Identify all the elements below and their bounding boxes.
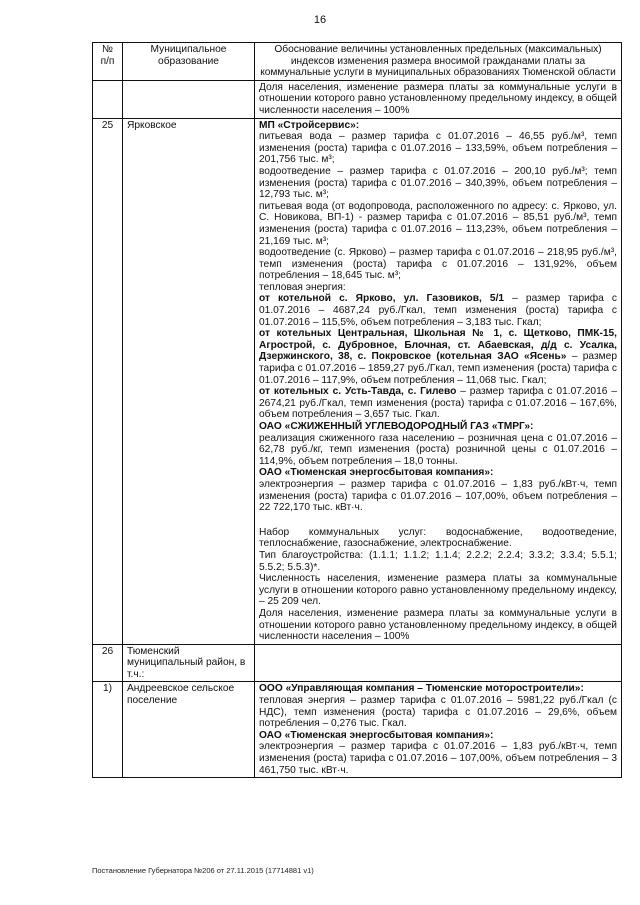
text: – размер тарифа с 01.07.2016 – 1859,27 руб./Гкал, темп изменения (роста) тарифа с 01.07.2016 – 117,9%, объем потребления – 11,068 тыс. Гкал;	[259, 351, 617, 386]
table-row-26	[93, 644, 622, 682]
bold-text: ООО «Управляющая компания – Тюменские моторостроители»:	[259, 683, 584, 695]
text: питьевая вода – размер тарифа с 01.07.2016 – 46,55 руб./м³, темп изменения (роста) тарифа с 01.07.2016 – 133,59%, объем потребления – 201,756 тыс. м³;	[259, 131, 617, 166]
paragraph	[259, 550, 617, 573]
row-justification	[255, 118, 622, 644]
text: Тип благоустройства: (1.1.1; 1.1.2; 1.1.4; 2.2.2; 2.2.4; 3.3.2; 3.3.4; 5.5.1; 5.5.2; 5.5.3)*.	[259, 549, 617, 573]
row-municipality: Ярковское	[123, 118, 255, 644]
text: электроэнергия – размер тарифа с 01.07.2016 – 1,83 руб./кВт·ч, темп изменения (роста) тарифа с 01.07.2016 – 107,00%, объем потребления – 22 722,170 тыс. кВт·ч.	[259, 478, 617, 514]
page-number: 16	[313, 14, 327, 26]
paragraph	[259, 573, 617, 608]
continuation-num	[93, 80, 123, 118]
text: Доля населения, изменение размера платы за коммунальные услуги в отношении которого равно установленному предельному индексу, в общей численности населения – 100%	[259, 607, 617, 643]
row-municipality: Андреевское сельское поселение	[123, 682, 255, 778]
continuation-row	[93, 80, 622, 118]
paragraph-gap	[259, 514, 617, 527]
paragraph	[259, 282, 617, 294]
header-municipality: Муниципальное образование	[123, 43, 255, 81]
bold-text: от котельных с. Усть-Тавда, с. Гилево	[259, 386, 457, 398]
document-footer: Постановление Губернатора №206 от 27.11.2015 (17714881 v1)	[92, 866, 314, 875]
row-num: 1)	[93, 682, 123, 778]
continuation-municipality	[123, 80, 255, 118]
text: водоотведение – размер тарифа с 01.07.2016 – 200,10 руб./м³; темп изменения (роста) тарифа с 01.07.2016 – 340,39%, объем потребления – 12,793 тыс. м³;	[259, 165, 617, 201]
bold-text: ОАО «Тюменская энергосбытовая компания»:	[259, 729, 494, 741]
text: электроэнергия – размер тарифа с 01.07.2016 – 1,83 руб./кВт·ч, темп изменения (роста) тарифа с 01.07.2016 – 107,00%, объем потребления – 3 461,750 тыс. кВт·ч.	[259, 741, 617, 776]
text: – размер тарифа с 01.07.2016 – 4687,24 руб./Гкал, темп изменения (роста) тарифа с 01.07.2016 – 115,5%, объем потребления – 3,183 тыс. Гкал;	[259, 293, 617, 328]
header-num: № п/п	[93, 43, 123, 81]
paragraph	[259, 683, 617, 695]
continuation-text: Доля населения, изменение размера платы за коммунальные услуги в отношении которого равно установленному предельному индексу, в общей численности населения – 100%	[255, 80, 622, 118]
row-municipality: Тюменский муниципальный район, в т.ч.:	[123, 644, 255, 682]
text: Численность населения, изменение размера платы за коммунальные услуги в отношении которого равно установленному предельному индексу, – 25 209 чел.	[259, 573, 617, 608]
paragraph	[259, 293, 617, 328]
row-justification-empty	[255, 644, 622, 682]
paragraph	[259, 421, 617, 433]
text: Набор коммунальных услуг: водоснабжение, водоотведение, теплоснабжение, газоснабжение, электроснабжение.	[259, 526, 617, 550]
table-header-row	[93, 43, 622, 81]
tariff-table	[92, 42, 622, 778]
bold-text: от котельной с. Ярково, ул. Газовиков, 5/1	[259, 293, 505, 305]
paragraph	[259, 131, 617, 166]
paragraph	[259, 120, 617, 132]
paragraph	[259, 467, 617, 479]
header-justification: Обоснование величины установленных предельных (максимальных) индексов изменения размера вносимой гражданами платы за коммунальные услуги в муниципальных образованиях Тюменской области	[255, 43, 622, 81]
paragraph	[259, 730, 617, 742]
table-row-1	[93, 682, 622, 778]
paragraph	[259, 166, 617, 201]
paragraph	[259, 386, 617, 421]
paragraph	[259, 741, 617, 776]
paragraph	[259, 695, 617, 730]
row-num: 25	[93, 118, 123, 644]
paragraph	[259, 479, 617, 514]
text: – размер тарифа с 01.07.2016 – 2674,21 руб./Гкал, темп изменения (роста) тарифа с 01.07.2016 – 167,6%, объем потребления – 3,657 тыс. Гкал.	[259, 386, 617, 421]
table-row-25	[93, 118, 622, 644]
row-num: 26	[93, 644, 123, 682]
row-justification	[255, 682, 622, 778]
paragraph	[259, 247, 617, 282]
text: питьевая вода (от водопровода, расположенного по адресу: с. Ярково, ул. С. Новикова, ВП-1) - размер тарифа с 01.07.2016 – 85,51 руб./м³, темп изменения (роста) тарифа с 01.07.2016 – 113,23%, объем потребления – 21,169 тыс. м³;	[259, 200, 617, 247]
bold-text: ОАО «Тюменская энергосбытовая компания»:	[259, 467, 494, 479]
text: водоотведение (с. Ярково) – размер тарифа с 01.07.2016 – 218,95 руб./м³, темп изменения (роста) тарифа с 01.07.2016 – 131,92%, объем потребления – 18,645 тыс. м³;	[259, 247, 617, 282]
text: тепловая энергия:	[259, 281, 346, 293]
text: тепловая энергия – размер тарифа с 01.07.2016 – 5981,22 руб./Гкал (с НДС), темп изменения (роста) тарифа с 01.07.2016 – 29,6%, объем потребления – 0,276 тыс. Гкал.	[259, 695, 617, 730]
paragraph	[259, 328, 617, 386]
bold-text: ОАО «СЖИЖЕННЫЙ УГЛЕВОДОРОДНЫЙ ГАЗ «ТМРГ»:	[259, 421, 534, 432]
text: реализация сжиженного газа населению – розничная цена с 01.07.2016 – 62,78 руб./кг, темп изменения (роста) розничной цены с 01.07.2016 – 114,9%, объем потребления – 18,0 тонны.	[259, 432, 617, 467]
paragraph	[259, 201, 617, 247]
paragraph	[259, 433, 617, 468]
bold-text: от котельных Центральная, Школьная № 1, с. Щетково, ПМК-15, Агрострой, с. Дубровное, Блочная, ст. Абаевская, д/д с. Усалка, Дзержинского, 38, с. Покровское (котельная ЗАО «Ясень»	[259, 328, 617, 363]
paragraph	[259, 527, 617, 550]
paragraph	[259, 608, 617, 643]
bold-text: МП «Стройсервис»:	[259, 119, 360, 131]
